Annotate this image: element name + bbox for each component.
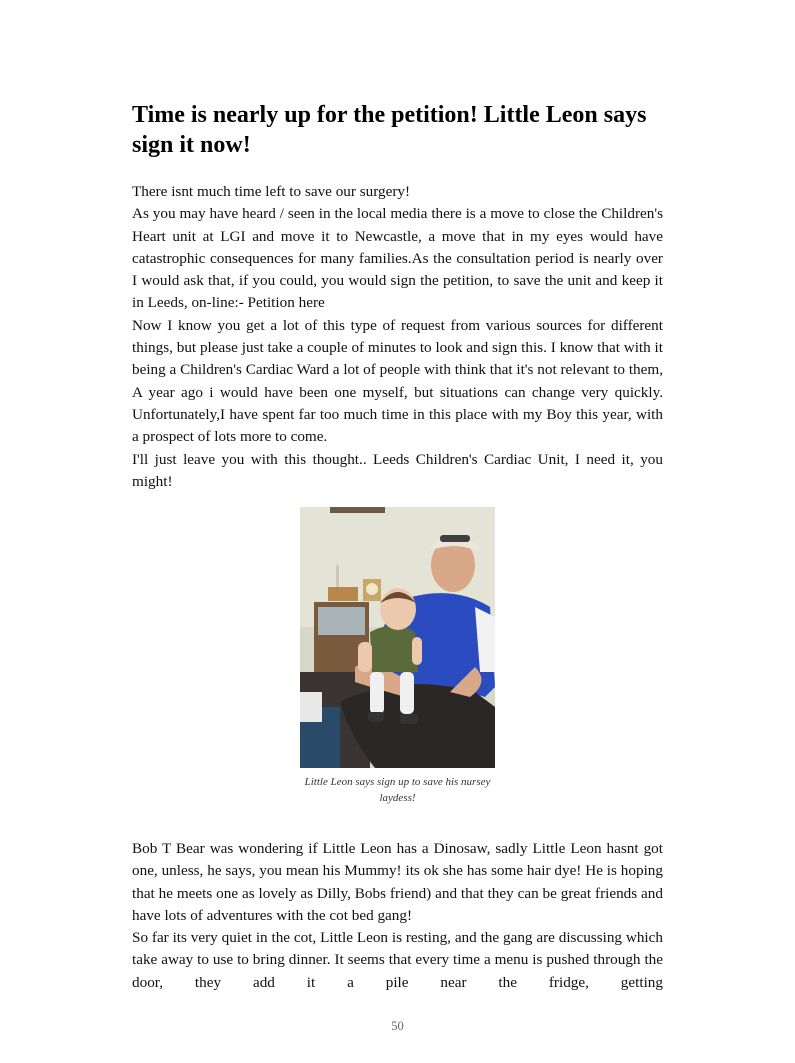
paragraph: I'll just leave you with this thought.. Leeds Children's Cardiac Unit, I need it, you might! — [132, 450, 663, 490]
photo-illustration — [300, 507, 495, 768]
paragraph: Bob T Bear was wondering if Little Leon has a Dinosaw, sadly Little Leon hasnt got one, unless, he says, you mean his Mummy! its ok she has some hair dye! He is hoping that he meets one as lovely as Dilly, Bobs friend) and that they can be great friends and have lots of adventures with the cot bed gang! — [132, 840, 663, 924]
article-body — [132, 181, 663, 493]
paragraph: Now I know you get a lot of this type of request from various sources for different things, but please just take a couple of minutes to look and sign this. I know that with it being a Children's Cardiac Ward a lot of people with think that it's not relevant to them, A year ago i would have been one myself, but situations can change very quickly. Unfortunately,I have spent far too much time in this place with my Boy this year, with a prospect of lots more to come. — [132, 316, 663, 446]
page-number: 50 — [391, 1019, 404, 1033]
paragraph: There isnt much time left to save our surgery! — [132, 183, 411, 200]
paragraph: So far its very quiet in the cot, Little Leon is resting, and the gang are discussing which take away to use to bring dinner. It seems that every time a menu is pushed through the door, they add it a pile near the fridge, getting — [132, 929, 663, 991]
photo-caption: Little Leon says sign up to save his nursey laydess! — [304, 776, 491, 804]
paragraph: As you may have heard / seen in the local media there is a move to close the Children's Heart unit at LGI and move it to Newcastle, a move that in my eyes would have catastrophic consequences for many families.As the consultation period is nearly over I would ask that, if you could, you would sign the petition, to save the unit and keep it in Leeds, on-line:- Petition here — [132, 205, 663, 312]
article-continuation — [132, 838, 663, 994]
page-title: Time is nearly up for the petition! Little Leon says sign it now! — [132, 102, 647, 158]
photo-man-holding-baby — [300, 507, 495, 768]
